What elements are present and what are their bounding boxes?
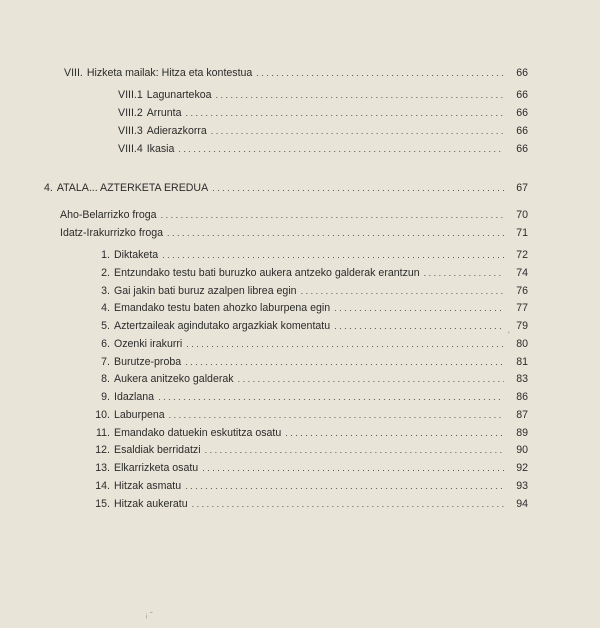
toc-entry	[118, 106, 528, 120]
entry-title: Gai jakin bati buruz azalpen librea egin	[114, 285, 297, 297]
entry-number: 10.	[95, 409, 110, 421]
entry-number: 14.	[95, 480, 110, 492]
entry-page: 90	[516, 444, 528, 456]
toc-entry	[118, 124, 528, 138]
entry-number: VIII.	[64, 67, 83, 79]
paper-speck: '	[508, 330, 510, 340]
entry-title: Lagunartekoa	[146, 89, 212, 101]
entry-number: 4.	[44, 182, 53, 194]
entry-page: 76	[516, 285, 528, 297]
entry-title: Burutze-proba	[114, 356, 182, 368]
dot-leader	[178, 142, 504, 156]
toc-entry	[86, 372, 528, 386]
dot-leader	[301, 284, 504, 298]
dot-leader	[167, 226, 504, 240]
entry-title: Ozenki irakurri	[114, 338, 183, 350]
dot-leader	[285, 426, 504, 440]
dot-leader	[162, 248, 504, 262]
dot-leader	[158, 390, 504, 404]
dot-leader	[192, 497, 504, 511]
entry-number: 11.	[96, 427, 110, 439]
entry-title: Laburpena	[114, 409, 165, 421]
dot-leader	[238, 372, 504, 386]
entry-title: Emandako datuekin eskutitza osatu	[114, 427, 282, 439]
entry-title: Entzundako testu bati buruzko aukera antzeko galderak erantzun	[114, 267, 420, 279]
entry-number: 13.	[95, 462, 110, 474]
toc-entry	[118, 142, 528, 156]
entry-title: Aztertzaileak agindutako argazkiak komentatu	[114, 320, 331, 332]
entry-page: 83	[516, 373, 528, 385]
toc-entry	[64, 66, 528, 80]
toc-entry	[86, 426, 528, 440]
entry-number: VIII.3	[118, 125, 143, 137]
entry-page: 70	[516, 209, 528, 221]
entry-number: 3.	[101, 285, 110, 297]
entry-page: 66	[516, 107, 528, 119]
dot-leader	[185, 479, 504, 493]
toc-entry	[86, 301, 528, 315]
entry-number: 1.	[101, 249, 110, 261]
entry-page: 93	[516, 480, 528, 492]
entry-title: Diktaketa	[114, 249, 159, 261]
toc-entry	[86, 443, 528, 457]
entry-page: 92	[516, 462, 528, 474]
entry-number: 5.	[101, 320, 110, 332]
entry-title: Aukera anitzeko galderak	[114, 373, 234, 385]
dot-leader	[334, 319, 504, 333]
toc-entry	[86, 248, 528, 262]
entry-page: 87	[516, 409, 528, 421]
toc-entry	[86, 408, 528, 422]
toc-entry	[86, 461, 528, 475]
entry-page: 66	[516, 89, 528, 101]
entry-number: 6.	[101, 338, 110, 350]
entry-title: Esaldiak berridatzi	[114, 444, 201, 456]
entry-page: 89	[516, 427, 528, 439]
entry-title: Elkarrizketa osatu	[114, 462, 199, 474]
dot-leader	[334, 301, 504, 315]
entry-page: 77	[516, 302, 528, 314]
toc-entry	[86, 319, 528, 333]
entry-title: Hitzak aukeratu	[114, 498, 188, 510]
entry-number: 4.	[101, 302, 110, 314]
toc-entry	[86, 284, 528, 298]
dot-leader	[186, 337, 504, 351]
entry-page: 74	[516, 267, 528, 279]
toc-entry	[86, 390, 528, 404]
entry-page: 71	[516, 227, 528, 239]
dot-leader	[185, 106, 504, 120]
entry-title: ATALA... AZTERKETA EREDUA	[56, 182, 209, 194]
entry-number: 15.	[95, 498, 110, 510]
entry-title: Adierazkorra	[146, 125, 207, 137]
entry-title: Ikasia	[146, 143, 175, 155]
entry-number: 2.	[101, 267, 110, 279]
toc-entry	[60, 208, 528, 222]
dot-leader	[256, 66, 504, 80]
entry-title: Hizketa mailak: Hitza eta kontestua	[86, 67, 253, 79]
entry-number: VIII.2	[118, 107, 143, 119]
dot-leader	[211, 124, 504, 138]
entry-title: Emandako testu baten ahozko laburpena egin	[114, 302, 331, 314]
dot-leader	[205, 443, 504, 457]
dot-leader	[161, 208, 504, 222]
dot-leader	[212, 181, 504, 195]
entry-title: Aho-Belarrizko froga	[60, 209, 157, 221]
entry-number: VIII.4	[118, 143, 143, 155]
dot-leader	[202, 461, 504, 475]
paper-speck: ᵢ ˉ	[146, 610, 153, 620]
toc-entry	[86, 355, 528, 369]
dot-leader	[169, 408, 504, 422]
toc-entry	[86, 479, 528, 493]
entry-page: 66	[516, 67, 528, 79]
entry-page: 79	[516, 320, 528, 332]
entry-page: 72	[516, 249, 528, 261]
toc-entry	[60, 226, 528, 240]
entry-number: 9.	[101, 391, 110, 403]
entry-title: Idatz-Irakurrizko froga	[60, 227, 164, 239]
toc-entry	[86, 497, 528, 511]
entry-page: 80	[516, 338, 528, 350]
entry-page: 66	[516, 143, 528, 155]
entry-page: 66	[516, 125, 528, 137]
entry-page: 94	[516, 498, 528, 510]
entry-title: Hitzak asmatu	[114, 480, 182, 492]
dot-leader	[216, 88, 504, 102]
entry-title: Idazlana	[114, 391, 155, 403]
entry-number: VIII.1	[118, 89, 143, 101]
entry-page: 81	[516, 356, 528, 368]
entry-number: 12.	[95, 444, 110, 456]
dot-leader	[185, 355, 504, 369]
dot-leader	[424, 266, 504, 280]
entry-number: 7.	[101, 356, 110, 368]
entry-page: 67	[516, 182, 528, 194]
entry-number: 8.	[101, 373, 110, 385]
entry-title: Arrunta	[146, 107, 182, 119]
toc-chapter-entry	[44, 181, 528, 195]
entry-page: 86	[516, 391, 528, 403]
toc-entry	[86, 266, 528, 280]
toc-entry	[118, 88, 528, 102]
toc-entry	[86, 337, 528, 351]
